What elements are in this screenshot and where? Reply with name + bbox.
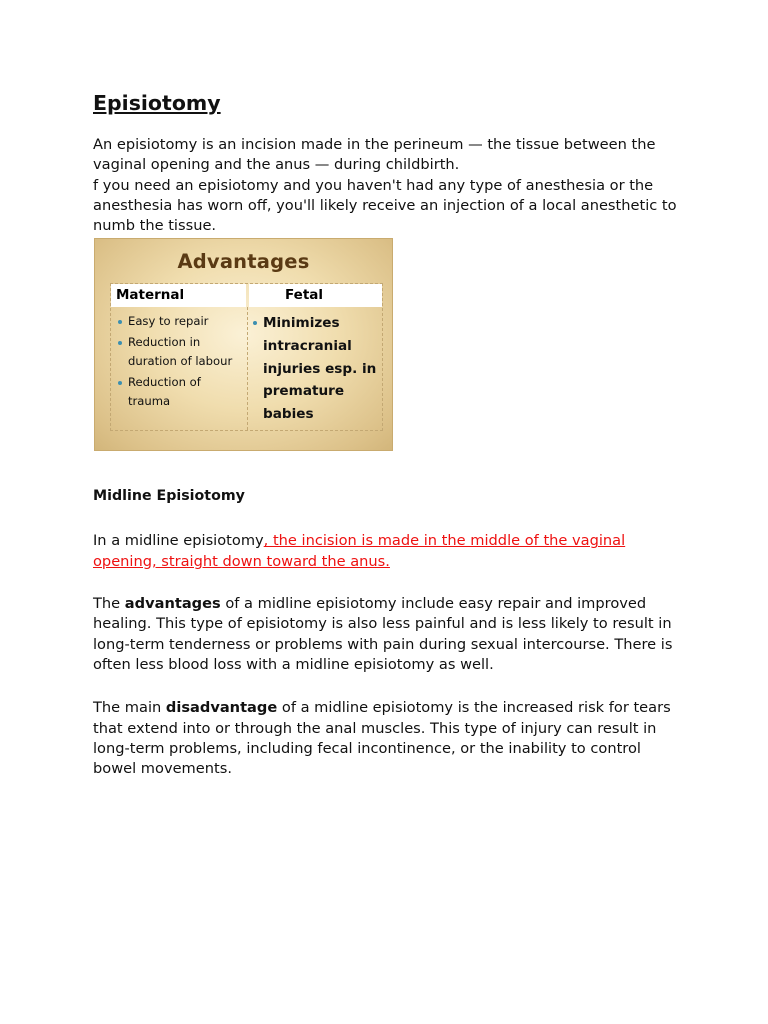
document-page — [93, 88, 683, 779]
advantages-rest: of a midline episiotomy include easy repair and improved healing. This type of episiotomy is also less painful and is less likely to result in long-term tenderness or problems with pain during sexual intercourse. There is often less blood loss with a midline episiotomy as well. — [93, 595, 673, 673]
advantages-bold: advantages — [124, 595, 221, 613]
bullet-icon — [118, 381, 122, 385]
section-heading: Midline Episiotomy — [93, 488, 245, 505]
advantages-paragraph — [93, 594, 683, 675]
bullet-icon — [118, 341, 122, 345]
list-item — [118, 373, 244, 411]
maternal-list — [118, 312, 244, 413]
intro-paragraph-2: f you need an episiotomy and you haven't had any type of anesthesia or the anesthesia has worn off, you'll likely receive an injection of a local anesthetic to numb the tissue. — [93, 176, 677, 235]
advantages-prefix: The — [93, 595, 125, 613]
list-item — [253, 312, 379, 425]
maternal-header: Maternal — [111, 284, 246, 307]
page-title: Episiotomy — [93, 91, 221, 115]
maternal-item-text: Reduction of trauma — [128, 375, 201, 409]
list-item — [118, 333, 244, 371]
intro-paragraph-1: An episiotomy is an incision made in the perineum — the tissue between the vaginal opening and the anus — during childbirth. — [93, 136, 656, 174]
list-item — [118, 312, 244, 331]
maternal-item-text: Reduction in duration of labour — [128, 335, 233, 369]
fetal-list — [253, 312, 379, 425]
midline-definition-paragraph — [93, 531, 683, 572]
disadvantage-paragraph — [93, 698, 683, 779]
fetal-header: Fetal — [249, 284, 382, 307]
disadvantage-bold: disadvantage — [165, 699, 278, 717]
advantages-table — [110, 283, 383, 431]
column-divider — [247, 307, 248, 430]
definition-link[interactable]: , the incision is made in the middle of the vaginal opening, straight down toward the anus. — [93, 532, 626, 570]
advantages-figure — [94, 238, 393, 451]
fetal-item-text: Minimizes intracranial injuries esp. in premature babies — [263, 315, 377, 422]
maternal-item-text: Easy to repair — [128, 314, 209, 329]
definition-text: In a midline episiotomy — [93, 532, 264, 550]
disadvantage-rest: of a midline episiotomy is the increased risk for tears that extend into or through the anal muscles. This type of injury can result in long-term problems, including fecal incontinence, or the inability to control bowel movements. — [93, 699, 671, 778]
figure-title: Advantages — [177, 250, 310, 274]
bullet-icon — [118, 320, 122, 324]
disadvantage-prefix: The main — [93, 699, 166, 717]
bullet-icon — [253, 321, 257, 325]
